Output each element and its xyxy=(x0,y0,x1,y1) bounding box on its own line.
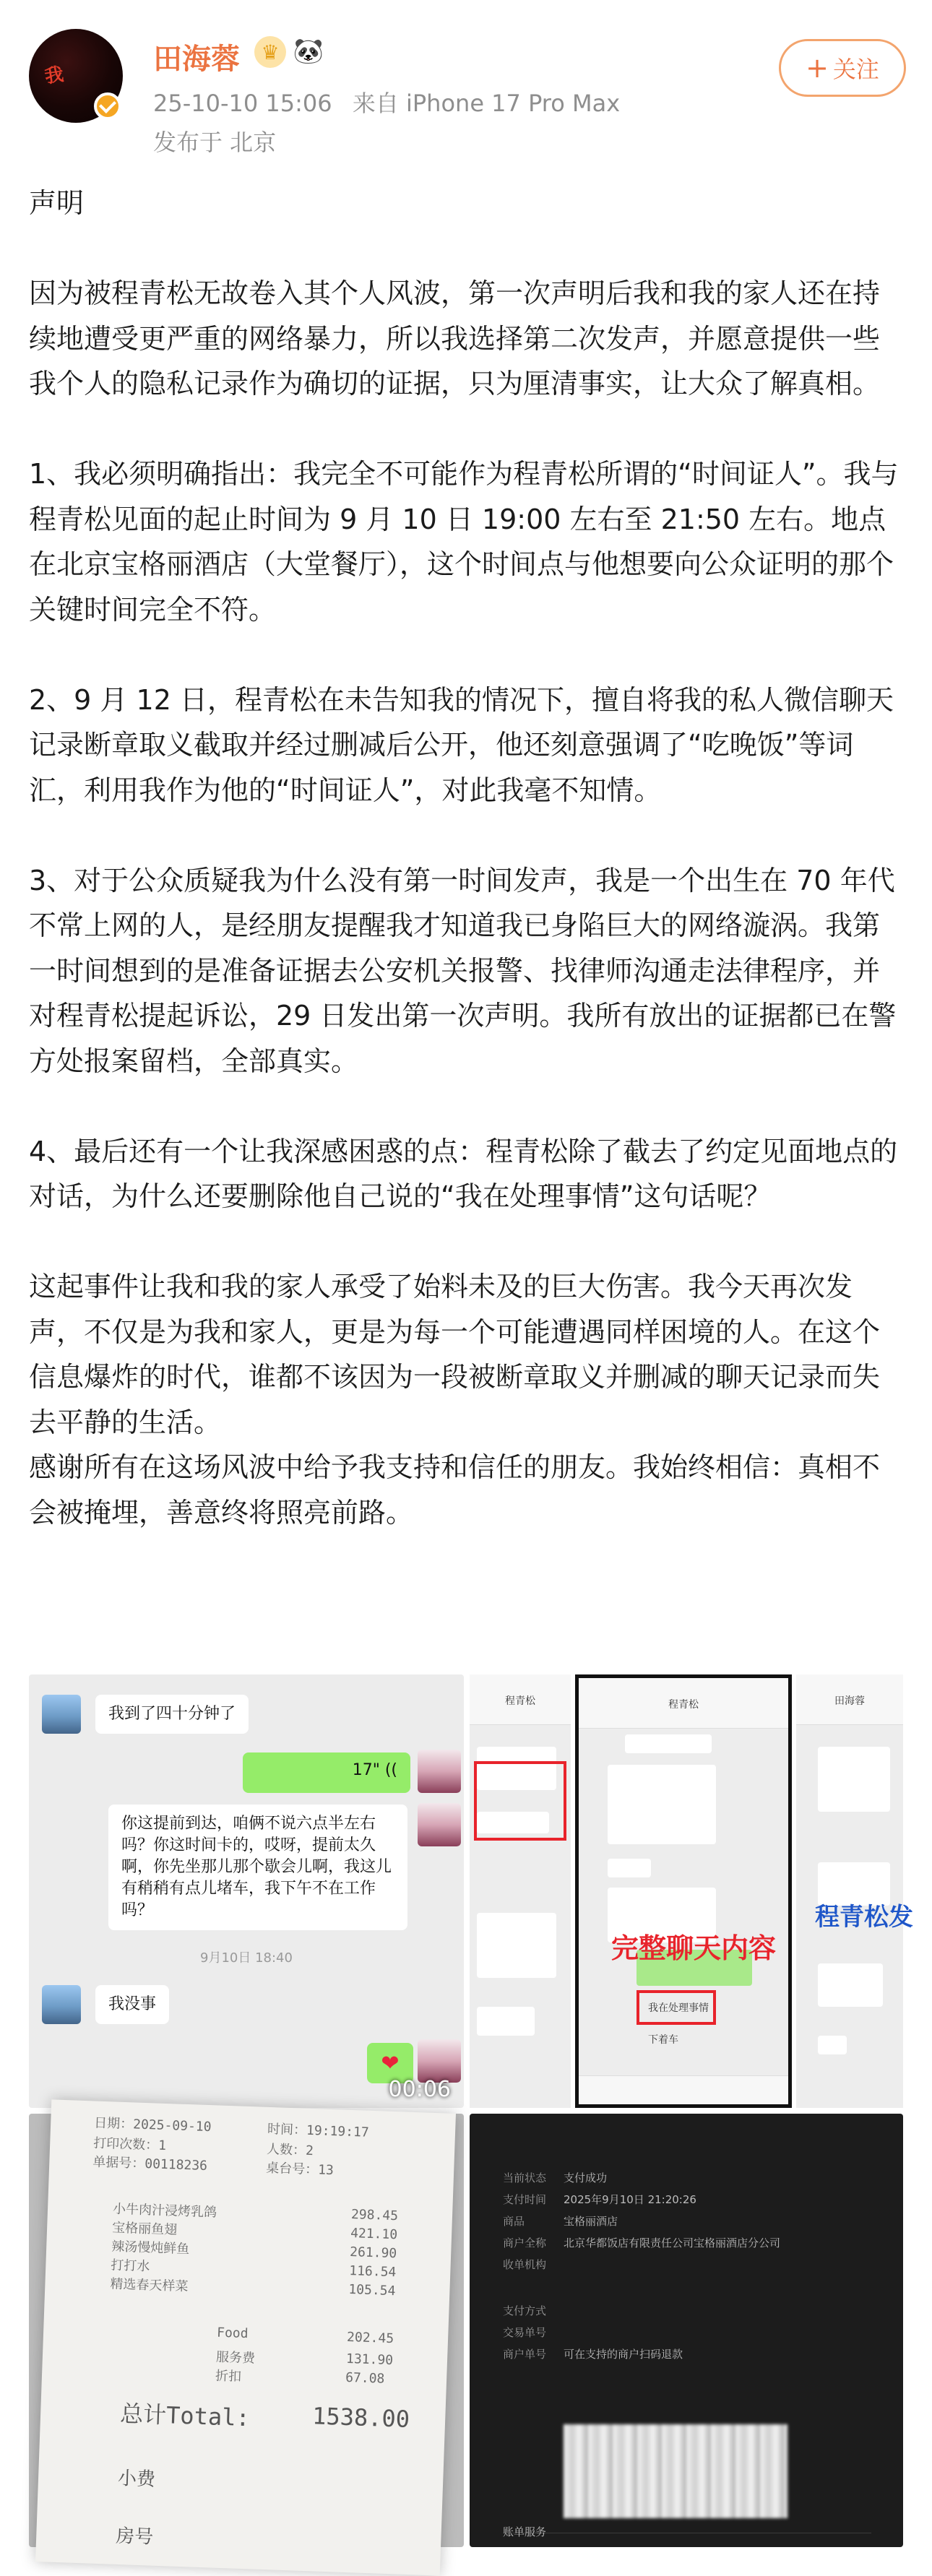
crown-icon[interactable]: ♛ xyxy=(254,36,286,68)
payment-row: 商户单号 可在支持的商户扫码退款 xyxy=(503,2348,683,2361)
phone-screenshot xyxy=(575,1674,792,2108)
post-meta xyxy=(153,85,633,118)
receipt-tip-label: 小费 xyxy=(117,2467,156,2491)
image-receipt[interactable] xyxy=(29,2114,464,2547)
follow-label: 关注 xyxy=(832,56,879,83)
chat-message: 我到了四十分钟了 xyxy=(95,1695,249,1734)
receipt-line: 202.45 xyxy=(346,2329,394,2347)
receipt-line: 单据号：00118236 xyxy=(92,2154,208,2174)
chat-avatar xyxy=(418,2039,461,2083)
avatar-logo-text: 我 xyxy=(43,64,64,88)
receipt-line: 折扣 xyxy=(215,2368,242,2385)
plus-icon: + xyxy=(806,52,829,84)
receipt-line: 日期：2025-09-10 xyxy=(93,2115,212,2135)
receipt-line: 桌台号：13 xyxy=(265,2160,335,2179)
receipt-line: 打印次数：1 xyxy=(92,2135,167,2153)
post-paragraph: 2、9 月 12 日，程青松在未告知我的情况下，擅自将我的私人微信聊天记录断章取义截取并经过删减后公开，他还刻意强调了“吃晚饭”等词汇，利用我作为他的“时间证人”，对此我毫不知情。 xyxy=(29,683,894,806)
post-paragraph: 4、最后还有一个让我深感困惑的点：程青松除了截去了约定见面地点的对话，为什么还要删除他自己说的“我在处理事情”这句话呢？ xyxy=(29,1135,898,1212)
receipt-line: Food xyxy=(216,2325,249,2342)
chat-message: 你这提前到达，咱俩不说六点半左右吗？你这时间卡的，哎呀，提前太久啊，你先坐那儿那个歇会儿啊，我这儿有稍稍有点儿堵车，我下午不在工作吗？ xyxy=(108,1805,407,1930)
payment-row: 商品 宝格丽酒店 xyxy=(503,2215,618,2228)
receipt-line: 服务费 xyxy=(215,2349,256,2367)
post-datetime: 25-10-10 15:06 xyxy=(153,90,332,117)
receipt-room-label: 房号 xyxy=(115,2525,154,2549)
post-paragraph: 因为被程青松无故卷入其个人风波，第一次声明后我和我的家人还在持续地遭受更严重的网络暴力，所以我选择第二次发声，并愿意提供一些我个人的隐私记录作为确切的证据，只为厘清事实，让大众了解真相。 xyxy=(29,277,881,399)
payment-row: 支付方式 xyxy=(503,2304,547,2317)
payment-row: 商户全称 北京华都饭店有限责任公司宝格丽酒店分公司 xyxy=(503,2236,781,2249)
chat-avatar xyxy=(42,1985,81,2024)
receipt-line: 辣汤慢炖鲜鱼 xyxy=(111,2239,190,2257)
voice-duration: 17" (( xyxy=(352,1761,397,1779)
follow-button[interactable] xyxy=(779,39,906,97)
post-body xyxy=(29,181,903,1535)
image-payment-record[interactable] xyxy=(470,2114,903,2547)
payment-row: 交易单号 xyxy=(503,2326,547,2339)
payment-row: 收单机构 xyxy=(503,2258,547,2271)
username[interactable]: 田海蓉 xyxy=(153,43,240,76)
chat-time: 9月10日 18:40 xyxy=(200,1950,293,1966)
receipt-line: 116.54 xyxy=(348,2262,397,2281)
post-paragraph: 3、对于公众质疑我为什么没有第一时间发声，我是一个出生在 70 年代不常上网的人，是经朋友提醒我才知道我已身陷巨大的网络漩涡。我第一时间想到的是准备证据去公安机关报警、找律师沟通走法律程序，并对程青松提起诉讼，29 日发出第一次声明。我所有放出的证据都已在警方处报案留档，全部真实。 xyxy=(29,864,897,1077)
heart-icon: ❤ xyxy=(367,2043,413,2083)
receipt-line: 131.90 xyxy=(345,2351,394,2369)
receipt-line: 精选春天样菜 xyxy=(110,2276,189,2295)
receipt-line: 421.10 xyxy=(350,2225,398,2243)
verified-badge-icon xyxy=(94,92,121,120)
bill-service-link[interactable]: 账单服务 xyxy=(503,2525,547,2538)
chat-avatar xyxy=(418,1750,461,1793)
payment-row: 支付时间 2025年9月10日 21:20:26 xyxy=(503,2193,696,2206)
receipt-line: 261.90 xyxy=(349,2244,397,2262)
post-paragraph: 这起事件让我和我的家人承受了始料未及的巨大伤害。我今天再次发声，不仅是为我和家人，更是为每一个可能遭遇同样困境的人。在这个信息爆炸的时代，谁都不该因为一段被断章取义并删减的聊天记录而失去平静的生活。 xyxy=(29,1271,881,1438)
phone-title: 田海蓉 xyxy=(834,1695,865,1707)
video-duration: 00:06 xyxy=(388,2077,451,2102)
post-title: 声明 xyxy=(29,187,85,219)
receipt-line: 小牛肉汁浸烤乳鸽 xyxy=(112,2201,217,2221)
receipt-line: 打打水 xyxy=(111,2257,150,2275)
overlay-caption: 完整聊天内容 xyxy=(611,1932,777,1964)
payment-row: 当前状态 支付成功 xyxy=(503,2171,608,2184)
receipt-line: 宝格丽鱼翅 xyxy=(111,2220,178,2238)
phone-screenshot xyxy=(470,1674,571,2108)
chat-avatar xyxy=(42,1695,81,1734)
post-location: 发布于 北京 xyxy=(153,129,277,156)
image-chat-screenshot[interactable] xyxy=(29,1674,464,2108)
highlight-text: 我在处理事情 xyxy=(648,2002,709,2014)
chat-message: 我没事 xyxy=(95,1985,169,2024)
redacted-barcode xyxy=(564,2424,788,2518)
receipt-total-label: 总计Total: xyxy=(119,2400,251,2432)
reply-text: 下着车 xyxy=(648,2034,678,2046)
overlay-caption: 程青松发 xyxy=(815,1903,913,1932)
post-paragraph: 1、我必须明确指出：我完全不可能作为程青松所谓的“时间证人”。我与程青松见面的起止时间为 9 月 10 日 19:00 左右至 21:50 左右。地点在北京宝格丽酒店（大堂餐厅），这个时间点与他想要向公众证明的那个关键时间完全不符。 xyxy=(29,458,899,626)
chat-avatar xyxy=(418,1803,461,1846)
phone-title: 程青松 xyxy=(668,1699,699,1711)
receipt-line: 298.45 xyxy=(350,2206,399,2224)
phone-screenshot xyxy=(796,1674,903,2108)
post-header xyxy=(0,0,932,173)
receipt-paper xyxy=(35,2099,456,2575)
image-chat-comparison[interactable] xyxy=(470,1674,913,2108)
receipt-line: 时间：19:19:17 xyxy=(267,2121,370,2140)
post-paragraph: 感谢所有在这场风波中给予我支持和信任的朋友。我始终相信：真相不会被掩埋，善意终将照亮前路。 xyxy=(29,1451,881,1529)
receipt-line: 105.54 xyxy=(348,2281,396,2299)
voice-message xyxy=(243,1752,410,1793)
panda-icon[interactable]: 🐼 xyxy=(293,37,324,66)
phone-title: 程青松 xyxy=(505,1695,535,1707)
receipt-line: 人数：2 xyxy=(266,2141,314,2159)
post-source: 来自 iPhone 17 Pro Max xyxy=(352,90,621,117)
receipt-line: 67.08 xyxy=(345,2369,385,2387)
receipt-total-value: 1538.00 xyxy=(311,2402,410,2433)
